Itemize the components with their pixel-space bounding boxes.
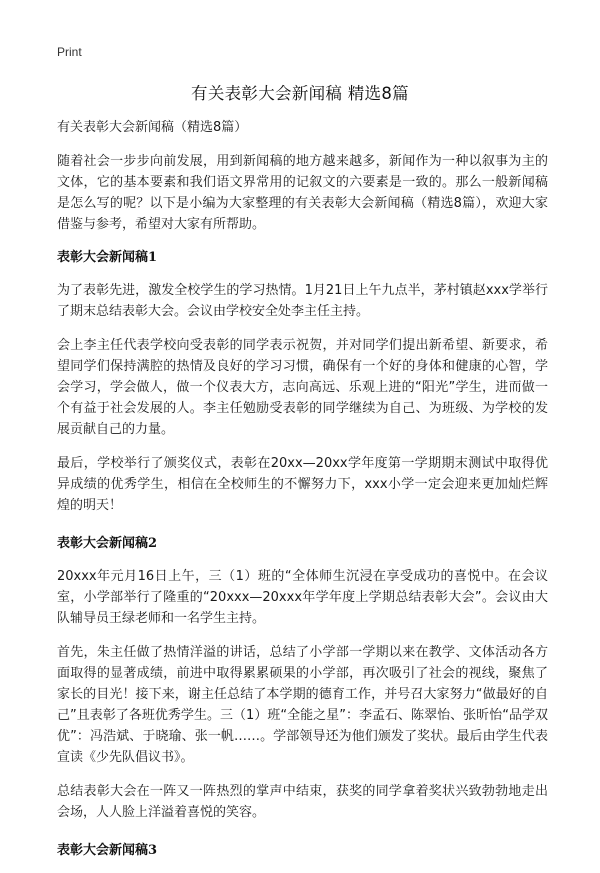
- intro-paragraph: 随着社会一步步向前发展，用到新闻稿的地方越来越多，新闻作为一种以叙事为主的文体，它的基本要素和我们语文界常用的记叙文的六要素是一致的。那么一般新闻稿是怎么写的呢？以下是小编为大家整理的有关表彰大会新闻稿（精选8篇），欢迎大家借鉴与参考，希望对大家有所帮助。: [57, 154, 548, 232]
- section-1-paragraph-1: 为了表彰先进，激发全校学生的学习热情。1月21日上午九点半，茅村镇赵xxx学举行了期末总结表彰大会。会议由学校安全处李主任主持。: [57, 283, 548, 319]
- section-heading-2: 表彰大会新闻稿2: [57, 536, 158, 551]
- print-link[interactable]: Print: [57, 45, 82, 59]
- section-heading-1: 表彰大会新闻稿1: [57, 250, 158, 265]
- page-title: 有关表彰大会新闻稿 精选8篇: [191, 84, 409, 103]
- section-2-paragraph-2: 首先，朱主任做了热情洋溢的讲话，总结了小学部一学期以来在教学、文体活动各方面取得的显著成绩，前进中取得累累硕果的小学部，再次吸引了社会的视线，聚焦了家长的目光！接下来，谢主任总结了本学期的德育工作，并号召大家努力“做最好的自己”且表彰了各班优秀学生。三（1）班“全能之星”：李孟石、陈翠怡、张昕怡“品学双优”：冯浩斌、于晓瑜、张一帆……。学部领导还为他们颁发了奖状。最后由学生代表宣读《少先队倡议书》。: [57, 645, 548, 765]
- section-1-paragraph-3: 最后，学校举行了颁奖仪式，表彰在20xx—20xx学年度第一学期期末测试中取得优异成绩的优秀学生，相信在全校师生的不懈努力下，xxx小学一定会迎来更加灿烂辉煌的明天！: [57, 456, 548, 513]
- section-heading-3: 表彰大会新闻稿3: [57, 843, 158, 858]
- article-subtitle: 有关表彰大会新闻稿（精选8篇）: [57, 120, 248, 135]
- section-1-paragraph-2: 会上李主任代表学校向受表彰的同学表示祝贺，并对同学们提出新希望、新要求，希望同学们保持满腔的热情及良好的学习习惯，确保有一个好的身体和健康的心智，学会学习，学会做人，做一个仪表大方，志向高远、乐观上进的“阳光”学生，进而做一个有益于社会发展的人。李主任勉励受表彰的同学继续为自己、为班级、为学校的发展贡献自己的力量。: [57, 338, 548, 437]
- section-2-paragraph-1: 20xxx年元月16日上午，三（1）班的“全体师生沉浸在享受成功的喜悦中。在会议室，小学部举行了隆重的“20xxx—20xxx年学年度上学期总结表彰大会”。会议由大队辅导员王绿老师和一名学生主持。: [57, 569, 548, 626]
- article-body: [57, 118, 548, 873]
- section-2-paragraph-3: 总结表彰大会在一阵又一阵热烈的掌声中结束，获奖的同学拿着奖状兴致勃勃地走出会场，人人脸上洋溢着喜悦的笑容。: [57, 784, 548, 820]
